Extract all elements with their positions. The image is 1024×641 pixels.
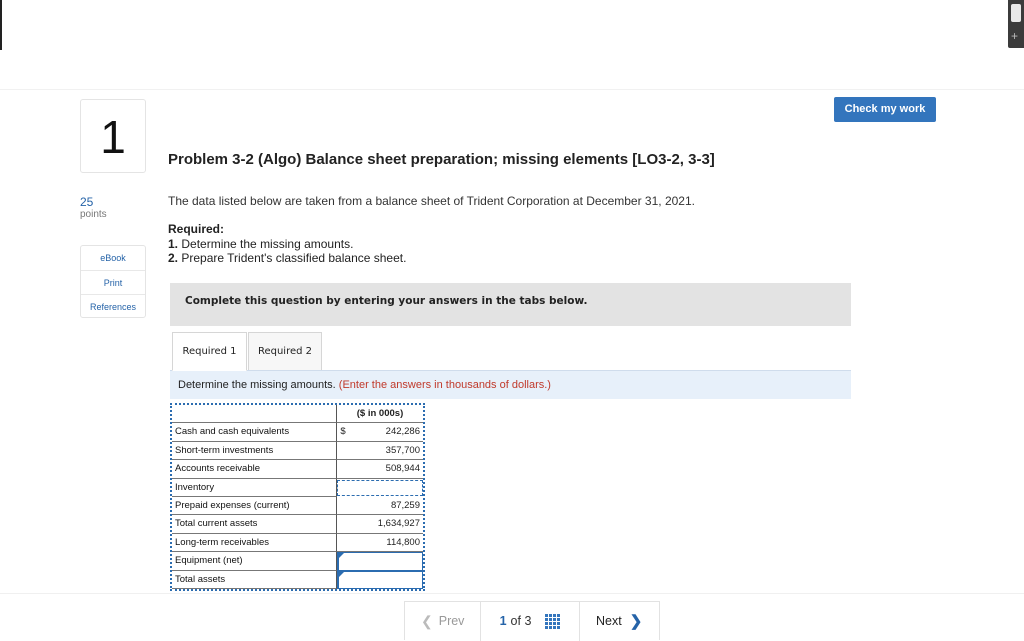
resource-links	[80, 245, 146, 318]
currency-symbol: $	[337, 423, 349, 441]
question-pager	[404, 601, 660, 640]
determine-text: Determine the missing amounts.	[178, 379, 336, 391]
check-my-work-button[interactable]: Check my work	[834, 97, 936, 122]
print-link[interactable]: Print	[81, 270, 145, 294]
row-label: Prepaid expenses (current)	[172, 497, 337, 515]
table-row	[172, 552, 423, 570]
tab-required-2[interactable]: Required 2	[248, 332, 322, 371]
table-row	[172, 571, 423, 589]
required-section	[168, 222, 406, 266]
row-label: Long-term receivables	[172, 534, 337, 552]
table-header-row	[172, 405, 423, 423]
row-label: Cash and cash equivalents	[172, 423, 337, 441]
table-row	[172, 442, 423, 460]
side-panel-tab[interactable]	[1008, 0, 1024, 48]
problem-intro: The data listed below are taken from a balance sheet of Trident Corporation at December 31, 2021.	[168, 194, 695, 208]
row-value: 1,634,927	[349, 515, 423, 533]
problem-title: Problem 3-2 (Algo) Balance sheet preparation; missing elements [LO3-2, 3-3]	[168, 151, 715, 168]
required-heading: Required:	[168, 222, 225, 236]
row-label: Total assets	[172, 571, 337, 589]
points-label: points	[80, 209, 107, 220]
table-row	[172, 534, 423, 552]
chevron-right-icon: ❯	[629, 613, 643, 630]
plus-icon: +	[1011, 29, 1019, 43]
page-total: of 3	[510, 614, 532, 628]
equipment-input[interactable]	[337, 552, 423, 570]
points-value: 25	[80, 195, 94, 209]
next-button[interactable]	[580, 612, 659, 630]
left-edge-line	[0, 0, 2, 50]
row-value: 242,286	[349, 423, 423, 441]
balance-sheet-table	[170, 403, 425, 591]
tab-required-1[interactable]: Required 1	[172, 332, 247, 371]
next-label: Next	[596, 614, 622, 628]
determine-instruction	[170, 370, 851, 399]
row-value: 87,259	[349, 497, 423, 515]
required-item-1: 1. Determine the missing amounts.	[168, 236, 354, 251]
row-value: 508,944	[349, 460, 423, 478]
panel-toggle-icon	[1011, 4, 1021, 22]
column-header: ($ in 000s)	[337, 405, 423, 423]
grid-icon[interactable]	[545, 614, 560, 629]
page-indicator[interactable]	[481, 614, 579, 629]
table-row	[172, 497, 423, 515]
determine-note: (Enter the answers in thousands of dollars.)	[338, 379, 551, 391]
table-row	[172, 423, 423, 441]
current-page: 1	[499, 614, 507, 628]
table-row	[172, 460, 423, 478]
total-assets-input[interactable]	[337, 571, 423, 589]
row-label: Accounts receivable	[172, 460, 337, 478]
row-label: Total current assets	[172, 515, 337, 533]
table-row	[172, 479, 423, 497]
required-item-2: 2. Prepare Trident's classified balance sheet.	[168, 251, 407, 265]
references-link[interactable]: References	[81, 294, 145, 318]
row-value: 114,800	[349, 534, 423, 552]
table-row	[172, 515, 423, 533]
top-bar	[0, 0, 1024, 90]
prev-label: Prev	[438, 614, 465, 628]
chevron-left-icon: ❮	[421, 612, 433, 629]
row-value: 357,700	[349, 442, 423, 460]
points-info	[80, 195, 107, 221]
prev-button[interactable]	[405, 613, 480, 630]
row-label: Equipment (net)	[172, 552, 337, 570]
instruction-bar: Complete this question by entering your answers in the tabs below.	[170, 283, 851, 326]
question-number: 1	[80, 99, 146, 173]
inventory-input[interactable]	[337, 480, 423, 496]
ebook-link[interactable]: eBook	[100, 253, 126, 263]
row-label: Short-term investments	[172, 442, 337, 460]
row-label: Inventory	[172, 479, 337, 497]
